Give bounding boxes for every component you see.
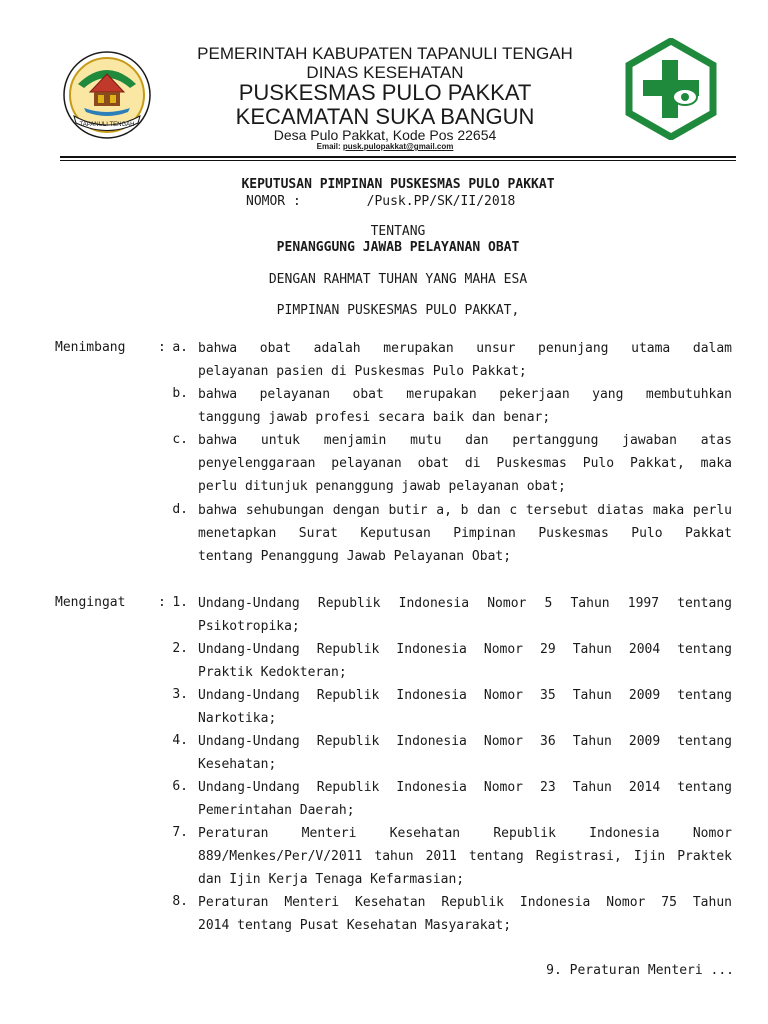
text-line: Psikotropika;	[198, 619, 300, 634]
letterhead-rule-thick	[60, 156, 736, 158]
letterhead-district: KECAMATAN SUKA BANGUN	[235, 104, 535, 129]
letterhead-government: PEMERINTAH KABUPATEN TAPANULI TENGAH	[197, 44, 573, 63]
menimbang-item-c	[198, 429, 732, 498]
mengingat-mark-7: 7.	[172, 825, 188, 840]
text-line: 889/Menkes/Per/V/2011 tahun 2011 tentang Registrasi, Ijin Praktek	[198, 849, 732, 864]
text-line: bahwa sehubungan dengan butir a, b dan c tersebut diatas maka perlu	[198, 503, 732, 518]
mengingat-mark-8: 8.	[172, 894, 188, 909]
menimbang-label: Menimbang	[55, 340, 126, 355]
text-line: Peraturan Menteri Kesehatan Republik Indonesia Nomor 75 Tahun	[198, 895, 732, 910]
text-line: Undang-Undang Republik Indonesia Nomor 35 Tahun 2009 tentang	[198, 688, 732, 703]
decree-title: KEPUTUSAN PIMPINAN PUSKESMAS PULO PAKKAT	[241, 177, 555, 192]
letterhead-department: DINAS KESEHATAN	[306, 63, 464, 82]
text-line: Undang-Undang Republik Indonesia Nomor 5 Tahun 1997 tentang	[198, 596, 732, 611]
mengingat-colon: :	[158, 595, 166, 610]
menimbang-mark-c: c.	[172, 432, 188, 447]
text-line: pelayanan pasien di Puskesmas Pulo Pakkat;	[198, 364, 527, 379]
email-label: Email:	[316, 142, 341, 151]
mengingat-label: Mengingat	[55, 595, 126, 610]
text-line: bahwa obat adalah merupakan unsur penunjang utama dalam	[198, 341, 732, 356]
mengingat-item-7	[198, 822, 732, 891]
email-link[interactable]: pusk.pulopakkat@gmail.com	[342, 142, 454, 151]
text-line: Undang-Undang Republik Indonesia Nomor 36 Tahun 2009 tentang	[198, 734, 732, 749]
letterhead-institution: PUSKESMAS PULO PAKKAT	[238, 80, 532, 105]
text-line: dan Ijin Kerja Tenaga Kefarmasian;	[198, 872, 465, 887]
menimbang-mark-b: b.	[172, 386, 188, 401]
tapanuli-tengah-logo	[62, 50, 152, 140]
mengingat-item-6	[198, 776, 732, 822]
mengingat-item-3	[198, 684, 732, 730]
text-line: Pemerintahan Daerah;	[198, 803, 355, 818]
text-line: Narkotika;	[198, 711, 277, 726]
mengingat-mark-2: 2.	[172, 641, 188, 656]
menimbang-item-b	[198, 383, 732, 429]
mengingat-item-4	[198, 730, 732, 776]
menimbang-colon: :	[158, 340, 166, 355]
number-label: NOMOR :	[246, 194, 301, 209]
logo-banner-text: TAPANULI TENGAH	[79, 122, 135, 128]
decree-number	[246, 194, 515, 209]
mengingat-item-8	[198, 891, 732, 937]
letterhead-address: Desa Pulo Pakkat, Kode Pos 22654	[273, 127, 497, 143]
text-line: bahwa pelayanan obat merupakan pekerjaan yang membutuhkan	[198, 387, 732, 402]
menimbang-item-d	[198, 499, 732, 568]
letterhead-rule-thin	[60, 160, 736, 161]
text-line: penyelenggaraan pelayanan obat di Puskesmas Pulo Pakkat, maka	[198, 456, 732, 471]
text-line: perlu ditunjuk penanggung jawab pelayanan obat;	[198, 479, 566, 494]
menimbang-mark-d: d.	[172, 502, 188, 517]
text-line: tanggung jawab profesi secara baik dan benar;	[198, 410, 551, 425]
mengingat-item-1	[198, 592, 732, 638]
text-line: Peraturan Menteri Kesehatan Republik Indonesia Nomor	[198, 826, 732, 841]
text-line: 2014 tentang Pusat Kesehatan Masyarakat;	[198, 918, 512, 933]
invocation: DENGAN RAHMAT TUHAN YANG MAHA ESA	[268, 272, 528, 287]
text-line: bahwa untuk menjamin mutu dan pertanggung jawaban atas	[198, 433, 732, 448]
letterhead-email-line	[150, 142, 620, 151]
about-label: TENTANG	[370, 224, 426, 239]
decree-subject: PENANGGUNG JAWAB PELAYANAN OBAT	[276, 240, 520, 255]
text-line: tentang Penanggung Jawab Pelayanan Obat;	[198, 549, 512, 564]
mengingat-mark-3: 3.	[172, 687, 188, 702]
text-line: Praktik Kedokteran;	[198, 665, 347, 680]
text-line: menetapkan Surat Keputusan Pimpinan Puskesmas Pulo Pakkat	[198, 526, 732, 541]
number-value: /Pusk.PP/SK/II/2018	[366, 194, 516, 209]
menimbang-mark-a: a.	[172, 340, 188, 355]
issuer: PIMPINAN PUSKESMAS PULO PAKKAT,	[276, 303, 520, 318]
page-continuation: 9. Peraturan Menteri ...	[546, 963, 734, 978]
text-line: Kesehatan;	[198, 757, 277, 772]
menimbang-item-a	[198, 337, 732, 383]
mengingat-mark-1: 1.	[172, 595, 188, 610]
mengingat-mark-6: 6.	[172, 779, 188, 794]
mengingat-mark-4: 4.	[172, 733, 188, 748]
mengingat-item-2	[198, 638, 732, 684]
puskesmas-logo	[625, 38, 717, 140]
text-line: Undang-Undang Republik Indonesia Nomor 29 Tahun 2004 tentang	[198, 642, 732, 657]
text-line: Undang-Undang Republik Indonesia Nomor 23 Tahun 2014 tentang	[198, 780, 732, 795]
